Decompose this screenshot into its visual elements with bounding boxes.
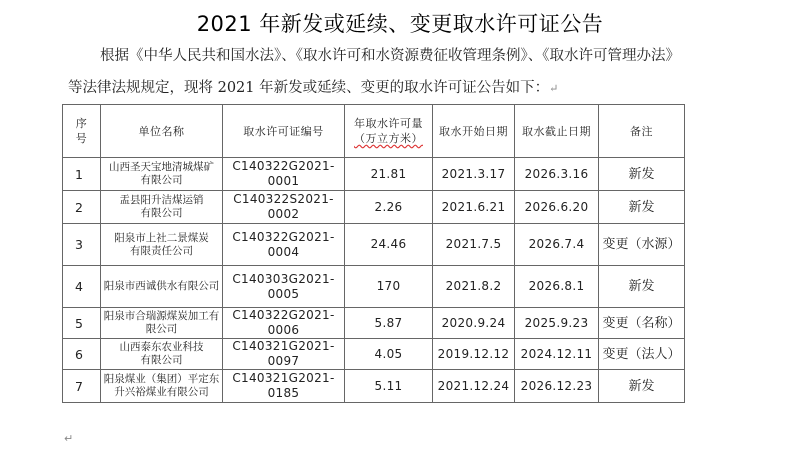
start-date: 2019.12.12 <box>433 339 515 370</box>
license-number: C140322G2021-0001 <box>223 158 345 191</box>
intro-line-2 <box>68 76 768 97</box>
end-paragraph-mark: ↵ <box>64 432 74 445</box>
intro-line-1 <box>100 44 800 65</box>
license-number: C140321G2021-0097 <box>223 339 345 370</box>
license-number: C140322S2021-0002 <box>223 191 345 224</box>
remark: 变更（法人） <box>599 339 685 370</box>
start-date: 2020.9.24 <box>433 308 515 339</box>
license-table <box>62 104 685 403</box>
end-date: 2026.7.4 <box>515 224 599 266</box>
row-number: 6 <box>63 339 101 370</box>
annual-amount: 2.26 <box>345 191 433 224</box>
annual-amount: 170 <box>345 266 433 308</box>
table-header-row <box>63 105 685 158</box>
end-date: 2024.12.11 <box>515 339 599 370</box>
unit-name: 山西泰东农业科技 有限公司 <box>101 339 223 370</box>
unit-name: 山西圣天宝地清城煤矿 有限公司 <box>101 158 223 191</box>
table-row <box>63 224 685 266</box>
header-start: 取水开始日期 <box>433 105 515 158</box>
start-date: 2021.6.21 <box>433 191 515 224</box>
remark: 新发 <box>599 191 685 224</box>
annual-amount: 24.46 <box>345 224 433 266</box>
paragraph-mark: ↵ <box>549 82 559 95</box>
table-row <box>63 339 685 370</box>
license-number: C140321G2021-0185 <box>223 370 345 403</box>
end-date: 2026.12.23 <box>515 370 599 403</box>
header-unit: 单位名称 <box>101 105 223 158</box>
row-number: 2 <box>63 191 101 224</box>
row-number: 7 <box>63 370 101 403</box>
annual-amount: 21.81 <box>345 158 433 191</box>
row-number: 5 <box>63 308 101 339</box>
page-title: 2021 年新发或延续、变更取水许可证公告 <box>196 12 604 36</box>
start-date: 2021.3.17 <box>433 158 515 191</box>
unit-name: 阳泉市西诚供水有限公司 <box>101 266 223 308</box>
remark: 变更（水源） <box>599 224 685 266</box>
start-date: 2021.7.5 <box>433 224 515 266</box>
unit-name: 阳泉市上社二景煤炭 有限责任公司 <box>101 224 223 266</box>
intro-text-1: 根据《中华人民共和国水法》、《取水许可和水资源费征收管理条例》、《取水许可管理办法》 <box>100 48 680 64</box>
header-end: 取水截止日期 <box>515 105 599 158</box>
license-number: C140322G2021-0006 <box>223 308 345 339</box>
annual-amount: 5.87 <box>345 308 433 339</box>
end-date: 2026.8.1 <box>515 266 599 308</box>
header-no: 序 号 <box>63 105 101 158</box>
unit-name: 阳泉市合瑞源煤炭加工有 限公司 <box>101 308 223 339</box>
annual-amount: 4.05 <box>345 339 433 370</box>
table-row <box>63 191 685 224</box>
intro-text-2: 等法律法规规定，现将 2021 年新发或延续、变更的取水许可证公告如下： <box>68 80 550 96</box>
table-row <box>63 308 685 339</box>
table-row <box>63 370 685 403</box>
license-number: C140303G2021-0005 <box>223 266 345 308</box>
row-number: 4 <box>63 266 101 308</box>
remark: 新发 <box>599 266 685 308</box>
table-row <box>63 158 685 191</box>
row-number: 3 <box>63 224 101 266</box>
table-row <box>63 266 685 308</box>
end-date: 2026.3.16 <box>515 158 599 191</box>
end-date: 2025.9.23 <box>515 308 599 339</box>
unit-name: 阳泉煤业（集团）平定东 升兴裕煤业有限公司 <box>101 370 223 403</box>
unit-name: 盂县阳升洁煤运销 有限公司 <box>101 191 223 224</box>
row-number: 1 <box>63 158 101 191</box>
remark: 变更（名称） <box>599 308 685 339</box>
start-date: 2021.12.24 <box>433 370 515 403</box>
remark: 新发 <box>599 370 685 403</box>
end-date: 2026.6.20 <box>515 191 599 224</box>
header-license: 取水许可证编号 <box>223 105 345 158</box>
annual-amount: 5.11 <box>345 370 433 403</box>
header-note: 备注 <box>599 105 685 158</box>
remark: 新发 <box>599 158 685 191</box>
header-amount: 年取水许可量 （万立方米） <box>345 105 433 158</box>
start-date: 2021.8.2 <box>433 266 515 308</box>
license-number: C140322G2021-0004 <box>223 224 345 266</box>
